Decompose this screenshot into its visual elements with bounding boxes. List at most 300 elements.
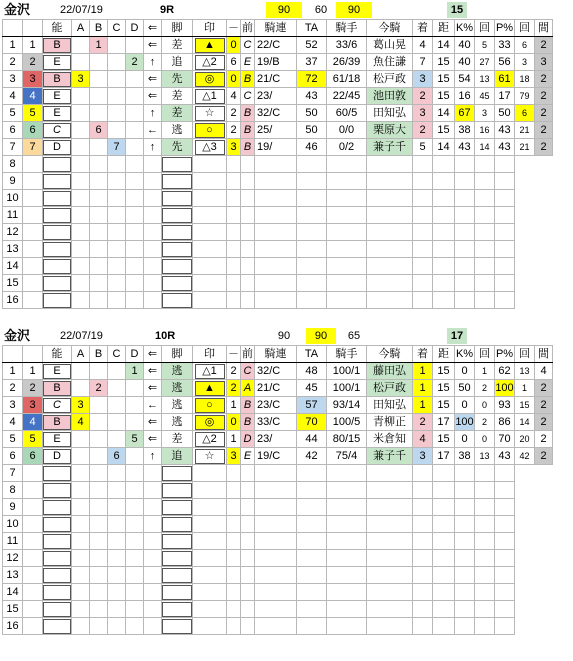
chaku-cell: 5: [413, 139, 433, 156]
table-row[interactable]: [3, 122, 553, 139]
empty-cell: [413, 499, 433, 516]
chaku-cell: 2: [413, 88, 433, 105]
empty-cell: [327, 550, 367, 567]
mark-cell: [162, 482, 193, 499]
minus-cell: 0: [227, 37, 241, 54]
kk-cell: 2: [475, 380, 495, 397]
empty-box: [162, 500, 192, 515]
pk-cell: 3: [515, 54, 535, 71]
dist-score: 17: [447, 328, 467, 344]
empty-cell: [327, 275, 367, 292]
empty-cell: [495, 499, 515, 516]
rank-cell: [43, 584, 72, 601]
empty-cell: [23, 499, 43, 516]
empty-cell: [193, 618, 227, 635]
waku-cell: 3: [23, 397, 43, 414]
ta-cell: 45: [297, 380, 327, 397]
mark-box: ◎: [195, 415, 225, 430]
col-d: 1: [126, 363, 144, 380]
col-c: [108, 71, 126, 88]
empty-cell: [455, 533, 475, 550]
col-a: 3: [72, 71, 90, 88]
empty-cell: [144, 207, 162, 224]
imakishu-cell: 松戸政: [367, 71, 413, 88]
chaku-cell: 3: [413, 71, 433, 88]
imakishu-cell: 池田敦: [367, 88, 413, 105]
empty-cell: [108, 275, 126, 292]
dist-cell: [367, 173, 413, 190]
empty-cell: [241, 567, 255, 584]
empty-cell: [475, 207, 495, 224]
waku-cell: 2: [23, 380, 43, 397]
mae-cell: B: [241, 71, 255, 88]
col-a: [72, 139, 90, 156]
pp-cell: 100: [495, 380, 515, 397]
empty-cell: [433, 516, 455, 533]
mark-cell: [162, 275, 193, 292]
horse-number: 8: [3, 156, 23, 173]
empty-cell: [413, 550, 433, 567]
empty-cell: [90, 482, 108, 499]
col-c: 7: [108, 139, 126, 156]
empty-cell: [475, 584, 495, 601]
col-header: B: [90, 20, 108, 37]
imakishu-cell: 葛山晃: [367, 37, 413, 54]
kiren-cell: 32/C: [255, 363, 297, 380]
empty-cell: [126, 258, 144, 275]
table-row[interactable]: [3, 397, 553, 414]
empty-cell: [144, 584, 162, 601]
empty-cell: [327, 224, 367, 241]
venue-label: 金沢: [4, 328, 31, 343]
empty-cell: [255, 224, 297, 241]
col-a: [72, 431, 90, 448]
mae-cell: E: [241, 54, 255, 71]
empty-cell: [241, 482, 255, 499]
col-c: [108, 88, 126, 105]
kan-cell: 3: [535, 54, 553, 71]
empty-cell: [126, 482, 144, 499]
empty-cell: [495, 618, 515, 635]
table-row[interactable]: [3, 105, 553, 122]
empty-cell: [72, 567, 90, 584]
horse-number: 14: [3, 584, 23, 601]
horse-number: 15: [3, 275, 23, 292]
empty-cell: [23, 258, 43, 275]
kyaku-cell: 先: [162, 71, 193, 88]
empty-box: [43, 551, 71, 566]
kiren-score: 90: [266, 2, 302, 18]
empty-cell: [108, 292, 126, 309]
horse-number: 6: [3, 122, 23, 139]
col-d: [126, 397, 144, 414]
mark-cell: [162, 567, 193, 584]
horse-number: 9: [3, 173, 23, 190]
ta-cell: 37: [297, 54, 327, 71]
col-c: [108, 54, 126, 71]
empty-cell: [327, 258, 367, 275]
mark-box: △1: [195, 364, 225, 379]
kk-cell: 45: [475, 88, 495, 105]
col-d: [126, 122, 144, 139]
waku-cell: 5: [23, 431, 43, 448]
col-b: [90, 448, 108, 465]
empty-cell: [413, 465, 433, 482]
empty-cell: [297, 190, 327, 207]
empty-cell: [241, 156, 255, 173]
rank-cell: [43, 71, 72, 88]
col-d: [126, 88, 144, 105]
empty-cell: [72, 224, 90, 241]
empty-cell: [241, 190, 255, 207]
empty-cell: [108, 190, 126, 207]
empty-cell: [495, 190, 515, 207]
kiren-cell: 32/C: [255, 105, 297, 122]
empty-cell: [90, 618, 108, 635]
col-header: 能: [43, 20, 72, 37]
empty-row: [3, 258, 553, 275]
empty-cell: [126, 618, 144, 635]
empty-cell: [241, 601, 255, 618]
empty-cell: [90, 173, 108, 190]
arrow-cell: ⇐: [144, 37, 162, 54]
empty-cell: [193, 258, 227, 275]
empty-cell: [227, 584, 241, 601]
empty-cell: [126, 156, 144, 173]
pk-cell: 20: [515, 431, 535, 448]
empty-cell: [90, 156, 108, 173]
waku-cell: 6: [23, 122, 43, 139]
col-c: [108, 431, 126, 448]
mark-box: △2: [195, 432, 225, 447]
col-header: 距: [433, 20, 455, 37]
kk-cell: 5: [475, 37, 495, 54]
empty-cell: [241, 258, 255, 275]
rank-cell: [43, 224, 72, 241]
col-header: 今騎: [367, 20, 413, 37]
empty-cell: [72, 601, 90, 618]
empty-box: [43, 242, 71, 257]
table-row[interactable]: [3, 37, 553, 54]
col-c: [108, 37, 126, 54]
empty-box: [43, 259, 71, 274]
empty-cell: [90, 241, 108, 258]
empty-cell: [495, 173, 515, 190]
empty-box: [43, 225, 71, 240]
empty-cell: [433, 173, 455, 190]
empty-box: [162, 517, 192, 532]
empty-cell: [72, 499, 90, 516]
empty-cell: [255, 618, 297, 635]
empty-cell: [455, 190, 475, 207]
kishu-cell: 93/14: [327, 397, 367, 414]
horse-number: 1: [3, 37, 23, 54]
empty-cell: [227, 567, 241, 584]
header-row: [3, 20, 553, 37]
empty-cell: [255, 516, 297, 533]
empty-cell: [241, 584, 255, 601]
empty-cell: [433, 499, 455, 516]
arrow-cell: ⇐: [144, 88, 162, 105]
race-table: [2, 345, 553, 635]
mark-cell: [162, 190, 193, 207]
empty-cell: [413, 224, 433, 241]
chaku-cell: 2: [413, 414, 433, 431]
empty-box: [162, 276, 192, 291]
empty-cell: [72, 173, 90, 190]
mark-cell: [193, 448, 227, 465]
empty-cell: [433, 567, 455, 584]
horse-number: 12: [3, 224, 23, 241]
empty-row: [3, 465, 553, 482]
empty-cell: [297, 156, 327, 173]
pk-cell: 21: [515, 122, 535, 139]
empty-box: [43, 293, 71, 308]
kp-cell: 38: [455, 448, 475, 465]
race-block-10r: [0, 328, 573, 661]
chaku-cell: 1: [413, 397, 433, 414]
col-d: [126, 37, 144, 54]
mark-cell: [162, 207, 193, 224]
empty-cell: [23, 482, 43, 499]
rank-cell: [43, 601, 72, 618]
empty-cell: [126, 224, 144, 241]
col-header: 能: [43, 346, 72, 363]
kishu-cell: 100/1: [327, 363, 367, 380]
empty-box: [162, 242, 192, 257]
horse-number: 16: [3, 292, 23, 309]
kk-cell: 13: [475, 71, 495, 88]
empty-cell: [108, 258, 126, 275]
col-header: TA: [297, 346, 327, 363]
arrow-cell: ↑: [144, 105, 162, 122]
empty-cell: [126, 275, 144, 292]
pp-cell: 43: [495, 139, 515, 156]
empty-cell: [23, 292, 43, 309]
ta-score: 90: [306, 328, 336, 344]
table-row[interactable]: [3, 431, 553, 448]
kyaku-cell: 先: [162, 139, 193, 156]
pp-cell: 62: [495, 363, 515, 380]
kishu-cell: 75/4: [327, 448, 367, 465]
col-header: 騎連: [255, 20, 297, 37]
empty-cell: [227, 156, 241, 173]
empty-cell: [495, 275, 515, 292]
kyaku-cell: 追: [162, 54, 193, 71]
chaku-cell: 1: [413, 363, 433, 380]
rank-cell: [43, 618, 72, 635]
table-row[interactable]: [3, 71, 553, 88]
kan-cell: 2: [535, 414, 553, 431]
rank-box: E: [43, 432, 71, 447]
rank-box: D: [43, 140, 71, 155]
empty-cell: [495, 482, 515, 499]
col-b: 6: [90, 122, 108, 139]
empty-cell: [193, 499, 227, 516]
empty-box: [43, 483, 71, 498]
dist-cell: 17: [433, 448, 455, 465]
kp-cell: 54: [455, 71, 475, 88]
col-header: 回: [475, 20, 495, 37]
table-row[interactable]: [3, 139, 553, 156]
empty-row: [3, 224, 553, 241]
chaku-cell: 4: [413, 431, 433, 448]
empty-cell: [495, 465, 515, 482]
empty-cell: [227, 190, 241, 207]
kyaku-cell: 逃: [162, 397, 193, 414]
kyaku-cell: 追: [162, 448, 193, 465]
empty-cell: [255, 465, 297, 482]
empty-box: [43, 602, 71, 617]
empty-cell: [413, 292, 433, 309]
mark-cell: [162, 465, 193, 482]
minus-cell: 2: [227, 122, 241, 139]
col-c: [108, 105, 126, 122]
kan-cell: 2: [535, 431, 553, 448]
kp-cell: 38: [455, 122, 475, 139]
empty-box: [162, 602, 192, 617]
mark-box: △2: [195, 55, 225, 70]
empty-cell: [455, 550, 475, 567]
empty-cell: [23, 224, 43, 241]
table-row[interactable]: [3, 414, 553, 431]
minus-cell: 3: [227, 448, 241, 465]
empty-box: [43, 568, 71, 583]
mark-box: △3: [195, 140, 225, 155]
kiren-cell: 19/B: [255, 54, 297, 71]
kishu-cell: 0/2: [327, 139, 367, 156]
empty-cell: [475, 275, 495, 292]
mae-cell: B: [241, 139, 255, 156]
empty-cell: [193, 465, 227, 482]
waku-cell: 2: [23, 54, 43, 71]
empty-cell: [241, 275, 255, 292]
empty-cell: [193, 173, 227, 190]
empty-cell: [413, 533, 433, 550]
kan-cell: 2: [535, 139, 553, 156]
col-b: [90, 71, 108, 88]
col-header: D: [126, 346, 144, 363]
empty-cell: [193, 241, 227, 258]
col-header: 脚: [162, 346, 193, 363]
empty-cell: [433, 601, 455, 618]
empty-cell: [475, 156, 495, 173]
ta-cell: 57: [297, 397, 327, 414]
empty-row: [3, 584, 553, 601]
empty-cell: [433, 482, 455, 499]
empty-cell: [72, 516, 90, 533]
kk-cell: 27: [475, 54, 495, 71]
empty-cell: [193, 601, 227, 618]
rank-box: B: [43, 72, 71, 87]
table-row[interactable]: [3, 54, 553, 71]
ta-cell: 46: [297, 139, 327, 156]
empty-cell: [255, 550, 297, 567]
table-row[interactable]: [3, 448, 553, 465]
table-row[interactable]: [3, 380, 553, 397]
empty-cell: [108, 465, 126, 482]
empty-cell: [90, 258, 108, 275]
rank-cell: [43, 88, 72, 105]
empty-cell: [241, 465, 255, 482]
empty-cell: [327, 173, 367, 190]
horse-number: 15: [3, 601, 23, 618]
empty-cell: [227, 482, 241, 499]
empty-cell: [241, 499, 255, 516]
empty-cell: [72, 482, 90, 499]
pp-cell: 93: [495, 397, 515, 414]
kp-cell: 16: [455, 88, 475, 105]
col-d: [126, 105, 144, 122]
col-c: [108, 122, 126, 139]
empty-cell: [72, 241, 90, 258]
minus-cell: 2: [227, 105, 241, 122]
col-header: ⇐: [144, 346, 162, 363]
empty-cell: [72, 275, 90, 292]
col-header: K%: [455, 346, 475, 363]
empty-box: [43, 534, 71, 549]
kishu-score: 65: [347, 330, 361, 342]
dist-cell: 15: [433, 88, 455, 105]
col-c: [108, 397, 126, 414]
empty-row: [3, 516, 553, 533]
kp-cell: 50: [455, 380, 475, 397]
empty-cell: [144, 550, 162, 567]
table-row[interactable]: [3, 363, 553, 380]
kan-cell: 4: [535, 363, 553, 380]
col-header: 距: [433, 346, 455, 363]
pk-cell: 42: [515, 448, 535, 465]
rank-cell: [43, 292, 72, 309]
empty-cell: [433, 207, 455, 224]
rank-cell: [43, 241, 72, 258]
empty-cell: [297, 601, 327, 618]
empty-cell: [193, 550, 227, 567]
col-header: C: [108, 20, 126, 37]
arrow-cell: ⇐: [144, 363, 162, 380]
minus-cell: 3: [227, 139, 241, 156]
table-row[interactable]: [3, 88, 553, 105]
empty-cell: [108, 618, 126, 635]
empty-cell: [23, 584, 43, 601]
empty-row: [3, 292, 553, 309]
col-d: 5: [126, 431, 144, 448]
empty-cell: [193, 567, 227, 584]
col-header: 回: [515, 346, 535, 363]
empty-box: [43, 208, 71, 223]
empty-cell: [495, 550, 515, 567]
kyaku-cell: 差: [162, 105, 193, 122]
empty-cell: [297, 550, 327, 567]
empty-cell: [495, 516, 515, 533]
empty-cell: [475, 499, 495, 516]
col-header: 間: [535, 346, 553, 363]
empty-cell: [72, 465, 90, 482]
mark-cell: [193, 414, 227, 431]
arrow-cell: ⇐: [144, 71, 162, 88]
kiren-cell: 33/C: [255, 414, 297, 431]
kiren-cell: 21/C: [255, 380, 297, 397]
empty-cell: [126, 516, 144, 533]
empty-cell: [193, 482, 227, 499]
empty-cell: [327, 533, 367, 550]
rank-cell: [43, 139, 72, 156]
col-a: [72, 37, 90, 54]
header-row: [3, 346, 553, 363]
ta-cell: 50: [297, 122, 327, 139]
empty-cell: [227, 499, 241, 516]
empty-cell: [126, 207, 144, 224]
